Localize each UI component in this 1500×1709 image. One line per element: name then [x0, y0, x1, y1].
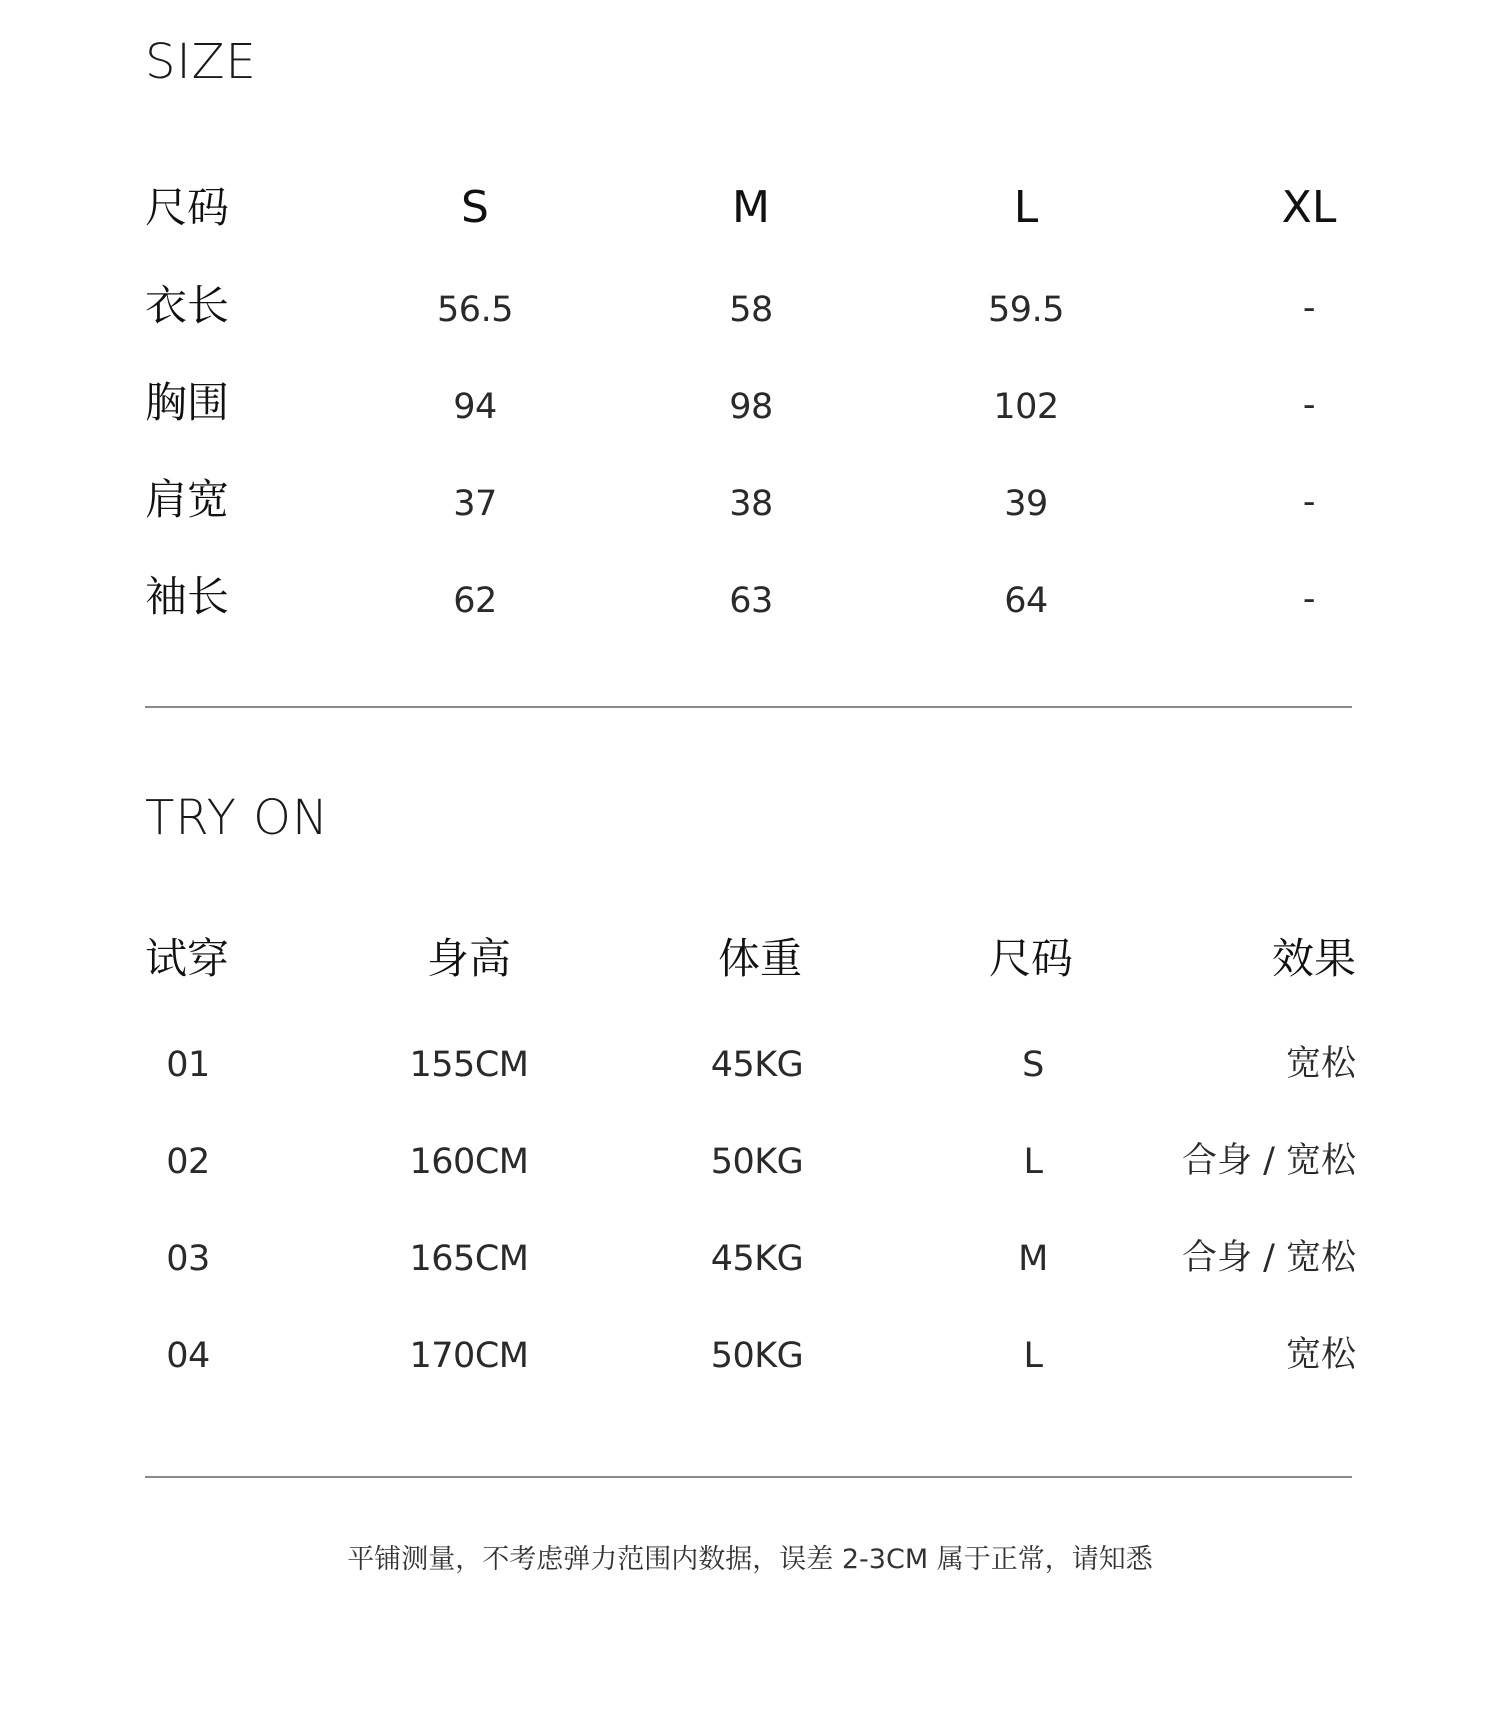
tryon-section-title: TRY ON: [145, 790, 329, 846]
tryon-cell-weight: 45KG: [710, 1045, 804, 1085]
size-cell: -: [1302, 288, 1316, 328]
size-cell: 37: [453, 484, 497, 524]
size-cell: 62: [453, 581, 497, 621]
tryon-cell-id: 04: [166, 1336, 210, 1376]
size-cell: 98: [729, 387, 773, 427]
size-cell: 58: [729, 290, 773, 330]
tryon-cell-effect: 宽松: [1285, 1335, 1356, 1375]
section-divider: [145, 1476, 1352, 1478]
tryon-cell-size: S: [1022, 1045, 1044, 1085]
tryon-cell-weight: 50KG: [710, 1336, 804, 1376]
size-header-l: L: [1013, 182, 1039, 233]
size-cell: -: [1302, 482, 1316, 522]
size-header-m: M: [732, 182, 770, 233]
tryon-header-trial: 试穿: [145, 934, 230, 983]
tryon-header-size: 尺码: [988, 934, 1074, 983]
tryon-cell-height: 155CM: [409, 1045, 529, 1085]
size-cell: -: [1302, 579, 1316, 619]
tryon-header-weight: 体重: [717, 934, 803, 983]
size-cell: 56.5: [437, 290, 513, 330]
measurement-note: 平铺测量，不考虑弹力范围内数据，误差 2-3CM 属于正常，请知悉: [347, 1544, 1153, 1575]
tryon-cell-size: L: [1023, 1336, 1043, 1376]
tryon-cell-size: M: [1018, 1239, 1048, 1279]
size-section-title: SIZE: [145, 34, 257, 90]
size-row-label: 袖长: [145, 572, 230, 621]
size-row-label: 肩宽: [145, 475, 230, 524]
tryon-cell-effect: 合身 / 宽松: [1181, 1141, 1356, 1181]
section-divider: [145, 706, 1352, 708]
tryon-cell-effect: 合身 / 宽松: [1181, 1238, 1356, 1278]
size-header-label: 尺码: [145, 183, 230, 232]
size-row-label: 胸围: [145, 378, 230, 427]
tryon-header-effect: 效果: [1271, 934, 1356, 983]
size-row-label: 衣长: [145, 281, 230, 330]
tryon-cell-height: 170CM: [409, 1336, 529, 1376]
tryon-cell-size: L: [1023, 1142, 1043, 1182]
tryon-cell-height: 165CM: [409, 1239, 529, 1279]
tryon-cell-weight: 50KG: [710, 1142, 804, 1182]
tryon-cell-weight: 45KG: [710, 1239, 804, 1279]
size-cell: 38: [729, 484, 773, 524]
size-cell: 102: [993, 387, 1059, 427]
tryon-header-height: 身高: [426, 934, 512, 983]
tryon-cell-id: 01: [166, 1045, 210, 1085]
tryon-cell-id: 03: [166, 1239, 210, 1279]
size-cell: 64: [1004, 581, 1048, 621]
tryon-cell-effect: 宽松: [1285, 1044, 1356, 1084]
tryon-cell-id: 02: [166, 1142, 210, 1182]
size-header-s: S: [461, 182, 489, 233]
size-cell: -: [1302, 385, 1316, 425]
tryon-cell-height: 160CM: [409, 1142, 529, 1182]
size-cell: 39: [1004, 484, 1048, 524]
size-cell: 63: [729, 581, 773, 621]
size-header-xl: XL: [1281, 182, 1337, 233]
size-cell: 59.5: [988, 290, 1064, 330]
size-cell: 94: [453, 387, 497, 427]
